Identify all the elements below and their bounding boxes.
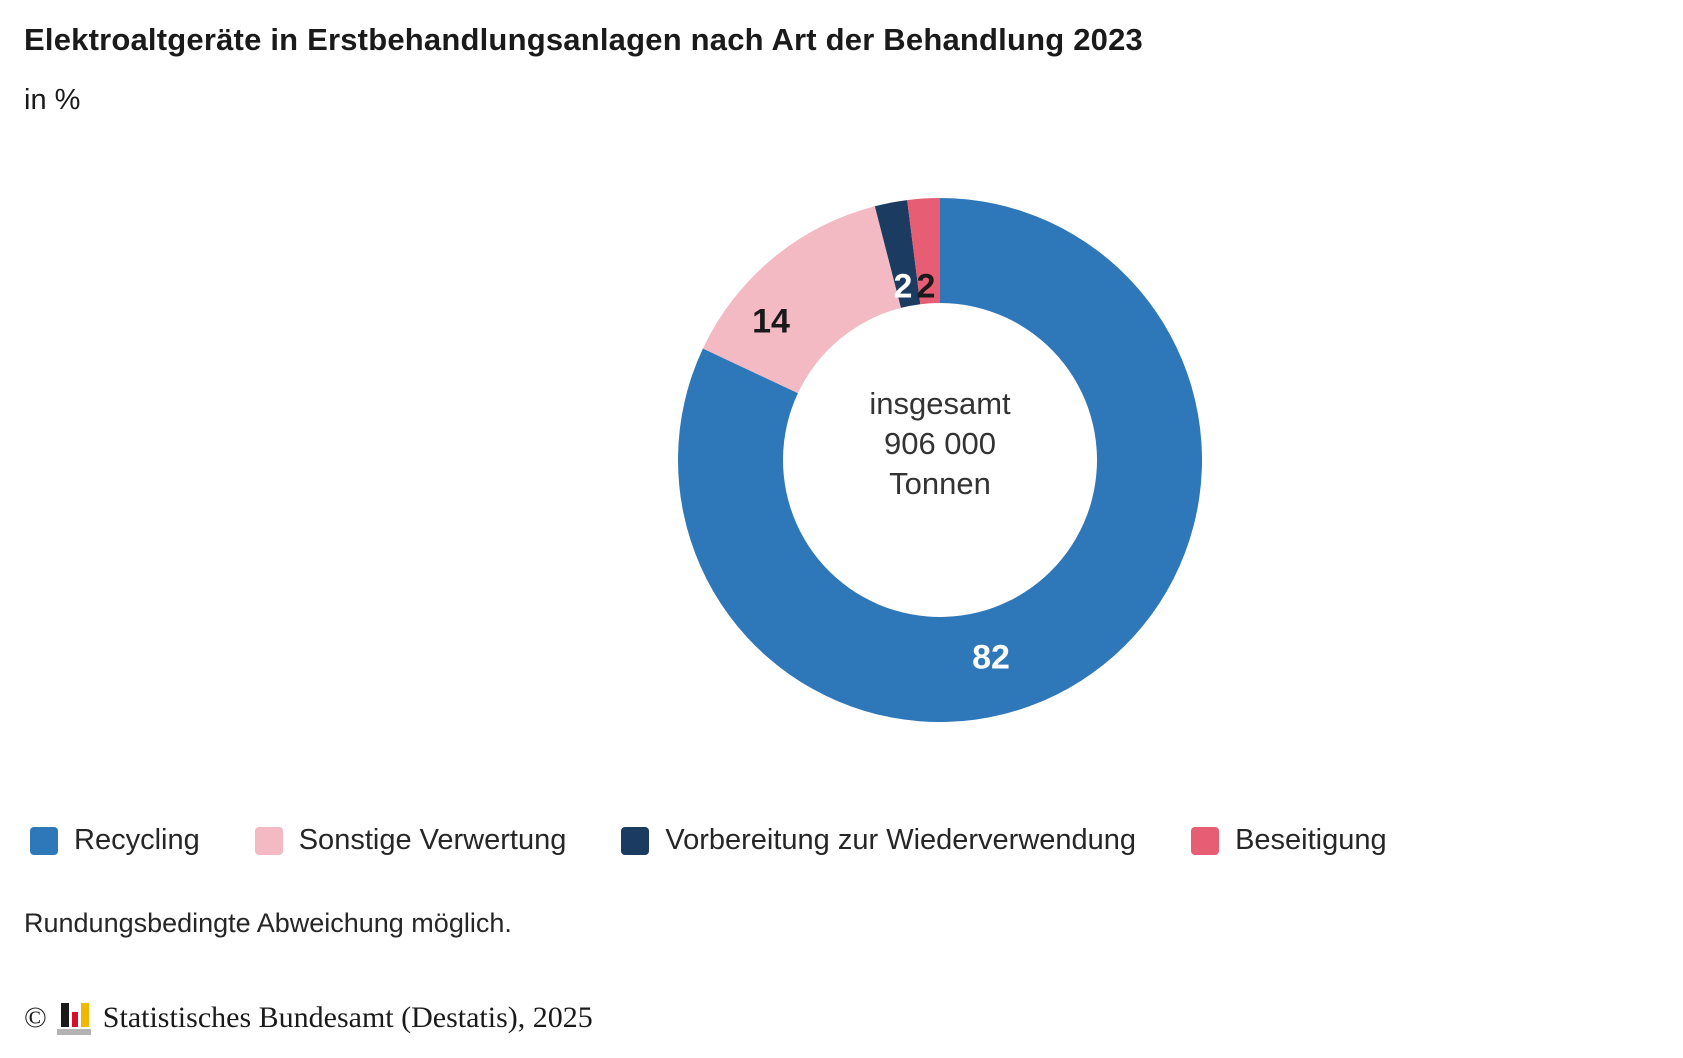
legend-swatch-vorbereitung-wiederverwendung <box>621 827 649 855</box>
copyright-line <box>24 1000 593 1036</box>
legend-label-vorbereitung-wiederverwendung: Vorbereitung zur Wiederverwendung <box>665 824 1137 856</box>
slice-value-vorbereitung-wiederverwendung: 2 <box>893 267 913 306</box>
center-label-line3: Tonnen <box>889 466 991 501</box>
legend-swatch-sonstige-verwertung <box>255 827 283 855</box>
logo-base-bar <box>57 1029 91 1035</box>
footnote: Rundungsbedingte Abweichung möglich. <box>24 908 512 938</box>
donut-chart <box>678 198 1202 722</box>
copyright-symbol: © <box>24 1001 47 1034</box>
legend-label-recycling: Recycling <box>74 824 200 856</box>
legend-swatch-beseitigung <box>1191 827 1219 855</box>
legend-label-sonstige-verwertung: Sonstige Verwertung <box>298 824 567 856</box>
slice-value-recycling: 82 <box>972 638 1010 677</box>
legend-swatch-recycling <box>30 827 58 855</box>
legend-item-beseitigung[interactable] <box>1191 824 1387 857</box>
legend-item-vorbereitung-wiederverwendung[interactable] <box>621 824 1136 857</box>
donut-center-label <box>869 384 1010 504</box>
logo-gold-bar <box>81 1003 89 1027</box>
destatis-logo-icon <box>55 1000 93 1036</box>
logo-black-bar <box>61 1003 69 1027</box>
legend-label-beseitigung: Beseitigung <box>1235 824 1387 856</box>
page-title: Elektroaltgeräte in Erstbehandlungsanlagen nach Art der Behandlung 2023 <box>24 22 1143 57</box>
legend-item-sonstige-verwertung[interactable] <box>255 824 567 857</box>
chart-unit-subtitle: in % <box>24 84 81 116</box>
slice-value-beseitigung: 2 <box>916 267 936 306</box>
chart-legend <box>30 824 1387 857</box>
legend-item-recycling[interactable] <box>30 824 200 857</box>
slice-value-sonstige-verwertung: 14 <box>752 302 790 341</box>
center-label-line2: 906 000 <box>883 426 997 461</box>
copyright-text: Statistisches Bundesamt (Destatis), 2025 <box>102 1001 593 1034</box>
logo-red-bar <box>72 1012 78 1027</box>
center-label-line1: insgesamt <box>869 386 1011 421</box>
